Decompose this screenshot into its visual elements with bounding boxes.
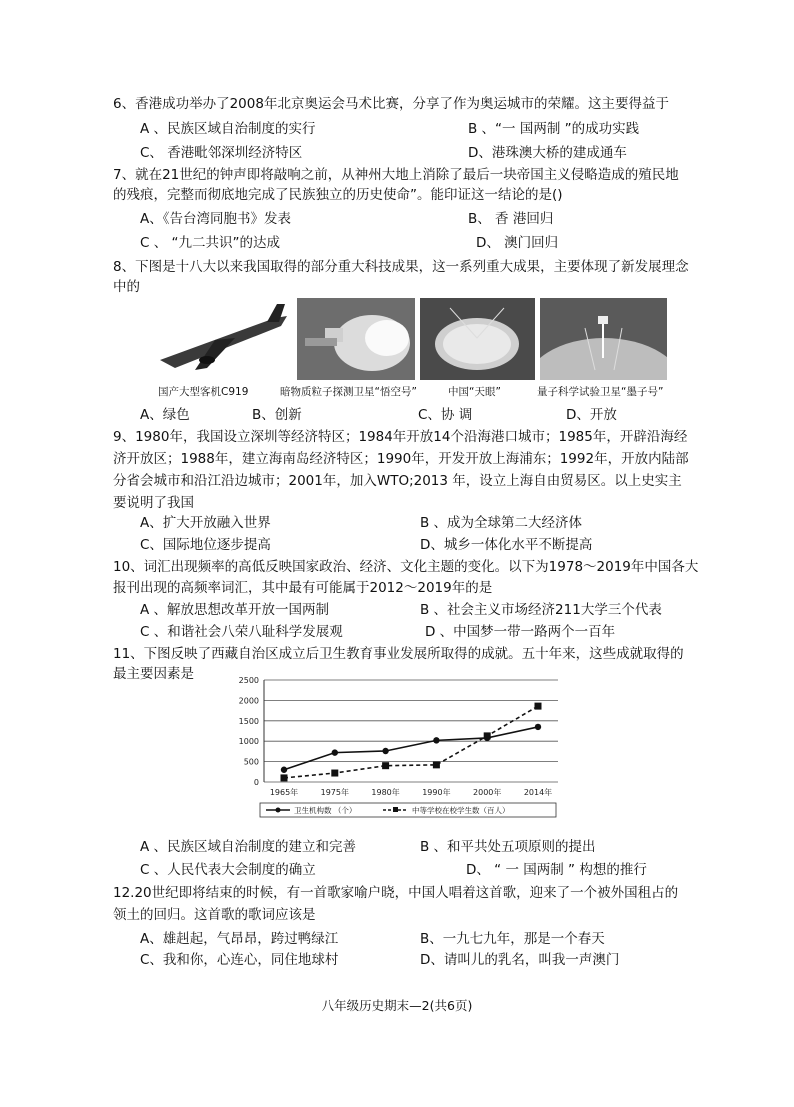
q6-stem: 6、香港成功举办了2008年北京奥运会马术比赛，分享了作为奥运城市的荣耀。这主要得益于 xyxy=(113,96,669,112)
q12-option-b: B、一九七九年，那是一个春天 xyxy=(420,931,605,947)
q12-option-c: C、我和你，心连心，同住地球村 xyxy=(140,952,339,968)
page-footer: 八年级历史期末—2(共6页) xyxy=(321,998,473,1013)
q7-option-c: C 、 “九二共识”的达成 xyxy=(140,235,280,251)
series-health-point xyxy=(433,737,439,743)
q8-option-d: D、开放 xyxy=(566,407,617,423)
x-tick-label: 1975年 xyxy=(320,788,349,797)
legend-students-marker xyxy=(393,807,398,812)
x-tick-label: 1990年 xyxy=(422,788,451,797)
chart-legend xyxy=(260,803,556,817)
y-tick-label: 500 xyxy=(243,757,259,767)
q10-stem-line1: 10、词汇出现频率的高低反映国家政治、经济、文化主题的变化。以下为1978～2019年中国各大 xyxy=(113,559,699,575)
x-tick-label: 1965年 xyxy=(269,788,299,797)
q11-option-c: C 、人民代表大会制度的确立 xyxy=(140,862,316,878)
y-tick-label: 1000 xyxy=(238,737,259,747)
q8-stem-line1: 8、下图是十八大以来我国取得的部分重大科技成果，这一系列重大成果，主要体现了新发展理念 xyxy=(113,259,689,275)
series-health-point xyxy=(281,767,287,773)
y-tick-label: 1500 xyxy=(238,716,259,726)
tibet-development-line-chart xyxy=(228,672,566,822)
q6-option-d: D、港珠澳大桥的建成通车 xyxy=(468,145,627,161)
q7-option-a: A、《告台湾同胞书》发表 xyxy=(140,211,291,227)
y-tick-label: 2500 xyxy=(238,676,259,685)
fast-telescope-image xyxy=(420,298,535,380)
q11-stem-line2: 最主要因素是 xyxy=(113,666,194,682)
q9-option-b: B 、成为全球第二大经济体 xyxy=(420,515,583,531)
q10-option-d: D 、中国梦一带一路两个一百年 xyxy=(425,624,616,640)
series-students-point xyxy=(281,774,288,781)
q9-stem-line1: 9、1980年，我国设立深圳等经济特区；1984年开放14个沿海港口城市；1985年，开辟沿海经 xyxy=(113,429,688,445)
series-students-point xyxy=(331,770,338,777)
legend-students-label: 中等学校在校学生数（百人） xyxy=(412,806,510,815)
x-tick-label: 2014年 xyxy=(523,788,553,797)
caption-c919: 国产大型客机C919 xyxy=(158,386,249,398)
q10-option-b: B 、社会主义市场经济211大学三个代表 xyxy=(420,602,662,618)
q10-stem-line2: 报刊出现的高频率词汇，其中最有可能属于2012～2019年的是 xyxy=(113,580,493,596)
q9-stem-line3: 分省会城市和沿江沿边城市；2001年，加入WTO;2013 年，设立上海自由贸易区。以上史实主 xyxy=(113,473,682,489)
q11-option-d: D、 “ 一 国两制 ” 构想的推行 xyxy=(466,862,647,878)
chart-series xyxy=(281,703,542,782)
wukong-satellite-image xyxy=(297,298,415,380)
q9-stem-line4: 要说明了我国 xyxy=(113,495,194,511)
legend-health-marker xyxy=(276,808,281,813)
y-tick-label: 2000 xyxy=(238,696,259,706)
q10-option-a: A 、解放思想改革开放一国两制 xyxy=(140,602,330,618)
series-health-line xyxy=(284,727,538,770)
y-tick-label: 0 xyxy=(253,778,259,787)
c919-airliner-image xyxy=(155,298,292,380)
caption-fast: 中国“天眼” xyxy=(448,386,501,398)
q9-option-a: A、扩大开放融入世界 xyxy=(140,515,271,531)
q6-option-b: B 、“一 国两制 ”的成功实践 xyxy=(468,121,640,137)
series-health-point xyxy=(535,724,541,730)
series-students-point xyxy=(535,703,542,710)
q12-stem-line1: 12.20世纪即将结束的时候，有一首歌家喻户晓，中国人唱着这首歌，迎来了一个被外国租占的 xyxy=(113,885,679,901)
q7-stem-line1: 7、就在21世纪的钟声即将敲响之前，从神州大地上消除了最后一块帝国主义侵略造成的殖民地 xyxy=(113,167,679,183)
q9-stem-line2: 济开放区；1988年，建立海南岛经济特区；1990年，开发开放上海浦东；1992年，开放内陆部 xyxy=(113,451,689,467)
legend-health-label: 卫生机构数 （个） xyxy=(294,806,357,815)
series-health-point xyxy=(382,748,388,754)
series-students-point xyxy=(382,762,389,769)
series-health-point xyxy=(332,749,338,755)
q9-option-d: D、城乡一体化水平不断提高 xyxy=(420,537,593,553)
caption-mozi: 量子科学试验卫星“墨子号” xyxy=(537,386,664,398)
q10-option-c: C 、和谐社会八荣八耻科学发展观 xyxy=(140,624,343,640)
x-tick-label: 2000年 xyxy=(473,788,502,797)
q7-option-b: B、 香 港回归 xyxy=(468,211,554,227)
q12-stem-line2: 领土的回归。这首歌的歌词应该是 xyxy=(113,907,316,923)
chart-gridlines xyxy=(264,680,558,782)
series-students-point xyxy=(484,732,491,739)
q11-option-a: A 、民族区域自治制度的建立和完善 xyxy=(140,839,357,855)
q7-option-d: D、 澳门回归 xyxy=(476,235,559,251)
q8-option-c: C、协 调 xyxy=(418,407,473,423)
q12-option-d: D、请叫儿的乳名，叫我一声澳门 xyxy=(420,952,620,968)
q8-option-a: A、绿色 xyxy=(140,407,190,423)
q8-stem-line2: 中的 xyxy=(113,279,140,295)
q11-stem-line1: 11、下图反映了西藏自治区成立后卫生教育事业发展所取得的成就。五十年来，这些成就取得的 xyxy=(113,646,684,662)
q6-option-a: A 、民族区域自治制度的实行 xyxy=(140,121,316,137)
q7-stem-line2: 的残痕，完整而彻底地完成了民族独立的历史使命”。能印证这一结论的是() xyxy=(113,187,563,203)
q6-option-c: C、 香港毗邻深圳经济特区 xyxy=(140,145,303,161)
chart-x-ticks xyxy=(270,787,552,797)
q12-option-a: A、雄赳起，气昂昂，跨过鸭绿江 xyxy=(140,931,339,947)
series-students-point xyxy=(433,761,440,768)
q11-option-b: B 、和平共处五项原则的提出 xyxy=(420,839,596,855)
x-tick-label: 1980年 xyxy=(371,788,400,797)
series-students-line xyxy=(284,706,538,778)
q9-option-c: C、国际地位逐步提高 xyxy=(140,537,271,553)
chart-y-ticks xyxy=(239,676,259,787)
q8-option-b: B、创新 xyxy=(252,407,302,423)
mozi-satellite-image xyxy=(540,298,667,380)
caption-wukong: 暗物质粒子探测卫星“悟空号” xyxy=(280,386,417,398)
